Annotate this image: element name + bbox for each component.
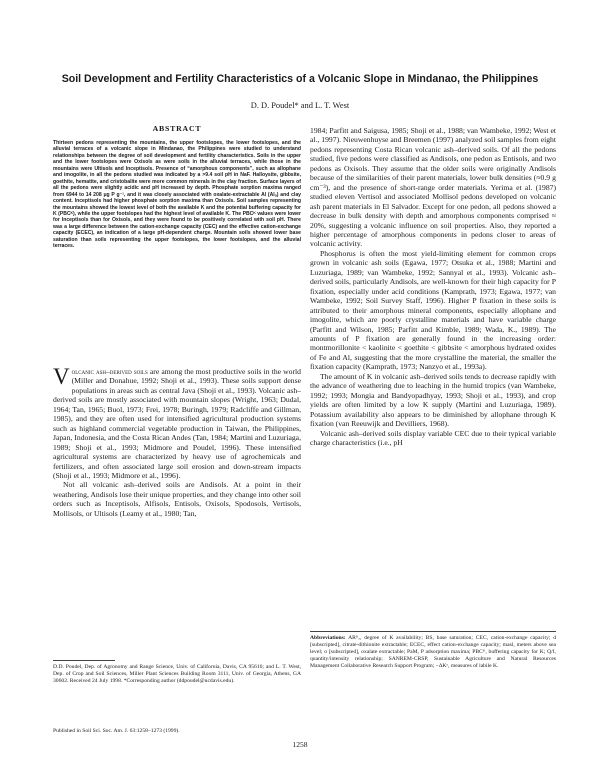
publication-info: Published in Soil Sci. Soc. Am. J. 63:1258–1273 (1999). bbox=[53, 728, 180, 734]
article-authors: D. D. Poudel* and L. T. West bbox=[250, 101, 350, 110]
right-column-body bbox=[310, 126, 556, 447]
intro-lead-smallcaps: olcanic ash–derived soils bbox=[71, 367, 148, 376]
right-paragraph-1: 1984; Parfitt and Saigusa, 1985; Shoji et al., 1988; van Wambeke, 1992; West et al., 1997). Nieuwenhuyse and Breemen (1997) analyzed soil samples from eight pedons representing Costa Rican volcanic ash–derived soils. Of all the pedons studied, five pedons were classified as Andisols, one pedon as Entisols, and two pedons as Oxisols. They assume that the older soils were originally Andisols because of the similarities of their parent materials, lower bulk densities (≈0.9 g cm⁻³), and the presence of short-range order materials. Yerima et al. (1987) studied eleven Vertisol and associated Mollisol pedons developed on volcanic ash parent materials in El Salvador. Except for one pedon, all pedons showed a decrease in bulk density with depth and amorphous components comprised ≈ 20%, suggesting a volcanic influence on soil properties. Also, they reported a higher percentage of amorphous components in pedons closer to areas of volcanic activity. bbox=[310, 126, 556, 249]
intro-paragraph-1 bbox=[53, 364, 301, 480]
left-column-body bbox=[53, 364, 301, 518]
abbreviations-label: Abbreviations: bbox=[310, 635, 346, 641]
drop-cap: V bbox=[53, 364, 70, 389]
abbreviations-divider bbox=[310, 631, 556, 632]
author-footnote: D.D. Poudel, Dep. of Agronomy and Range Science, Univ. of California, Davis, CA 95616; and L. T. West, Dep. of Crop and Soil Sciences, Miller Plant Sciences Building Room 3111, Univ. of Georgia, Athens, GA 30602. Received 24 July 1998. *Corresponding author (ddpoudel@ucdavis.edu). bbox=[53, 664, 301, 685]
abstract-heading: ABSTRACT bbox=[152, 124, 202, 133]
right-paragraph-2: Phosphorus is often the most yield-limiting element for common crops grown in volcanic ash soils (Egawa, 1977; Otsuka et al., 1988; Martini and Luzuriaga, 1989; van Wambeke, 1992; Sannyal et al., 1993). Volcanic ash–derived soils, particularly Andisols, are well-known for their high capacity for P fixation, especially under acid conditions (Kamprath, 1973; Egawa, 1977; van Wambeke, 1992; Soil Survey Staff, 1996). Higher P fixation in these soils is attributed to their amorphous mineral components, especially allophane and imogolite, which are poorly crystalline materials and have variable charge (Parfitt and Wilson, 1985; Parfitt and Kimble, 1989; Wada, K., 1989). The amounts of P fixation are generally found in the increasing order: montmorillonite < kaolinite < goethite < gibbsite < amorphous hydrated oxides of Fe and Al, suggesting that the more crystalline the material, the smaller the fixation capacity (Kamprath, 1973; Nanzyo et al., 1993a). bbox=[310, 248, 556, 372]
abbreviations-note bbox=[310, 635, 556, 670]
abstract-text: Thirteen pedons representing the mountains, the upper footslopes, the lower footslopes, and the alluvial terraces of a volcanic slope in Mindanao, the Philippines were studied to understand relationships between the degree of soil development and fertility characteristics. Soils in the upper and the lower footslopes were Oxisols as were soils in the alluvial terraces, while those in the mountains were Ultisols and Inceptisols. Presence of “amorphous components”, such as allophane and imogolite, in all the pedons studied was indicated by a >9.4 soil pH in NaF. Halloysite, gibbsite, goethite, hematite, and cristobalite were more common minerals in the clay fraction. Surface layers of all the pedons were slightly acidic and pH increased by depth. Phosphate sorption maxima ranged from 6944 to 14 208 μg P g⁻¹, and it was closely associated with oxalate-extractable Al (Alₒ) and clay content. Inceptisols had higher phosphate sorption maxima than Oxisols. Soil samples representing the mountains showed the lowest level of both the available K and the potential buffering capacity for K (PBCᴷ), while the upper footslopes had the highest level of available K. The PBCᴷ values were lower for Inceptisols than for Oxisols, and they were found to be positively correlated with soil pH. There was a large difference between the cation-exchange capacity (CEC) and the effective cation-exchange capacity (ECEC), an indication of a large pH-dependent charge. Mountain soils showed lower base saturation than soils representing the upper footslopes, the lower footslopes, and the alluvial terraces. bbox=[53, 140, 301, 250]
right-paragraph-3: The amount of K in volcanic ash–derived soils tends to decrease rapidly with the advance of weathering due to leaching in the humid tropics (van Wambeke, 1992; 1993; Mongia and Bandyopadhyay, 1993; Shoji et al., 1993), and crop yields are often limited by a low K supply (Martini and Luzuriaga, 1989). Potassium availability also appears to be diminished by allophane through K fixation (van Reeuwijk and Devilliers, 1968). bbox=[310, 371, 556, 429]
footnote-divider bbox=[53, 660, 115, 661]
abbreviations-text: ARᴷₒ, degree of K availability; BS, base saturation; CEC, cation-exchange capacity; d [subscripted], citrate-dithionite extractable; ECEC, effect cation-exchange capacity; masl, meters above sea level; o [subscripted], oxalate extractable; PaM, P adsorption maxima; PBCᴷ, buffering capacity for K; Q/I, quantity/intensity relationship; SANREM-CRSP, Sustainable Agriculture and Natural Resources Management Collaborative Research Support Program; −ΔKᵒ, measures of labile K. bbox=[310, 635, 556, 670]
page-number: 1258 bbox=[292, 740, 308, 749]
intro-paragraph-2: Not all volcanic ash–derived soils are Andisols. At a point in their weathering, Andisols lose their unique properties, and they change into other soil orders such as Inceptisols, Alfisols, Entisols, Oxisols, Spodosols, Vertisols, Mollisols, or Ultisols (Leamy et al., 1980; Tan, bbox=[53, 480, 301, 518]
right-paragraph-4: Volcanic ash–derived soils display variable CEC due to their typical variable charge characteristics (i.e., pH bbox=[310, 428, 556, 447]
intro-paragraph-1-text: are among the most productive soils in the world (Miller and Donahue, 1992; Shoji et al., 1993). These soils support dense populations in areas such as central Java (Shoji et al., 1993). Volcanic ash–derived soils are mostly associated with mountain slopes (Wright, 1963; Dudal, 1964; Tan, 1965; Buol, 1973; Frei, 1978; Buringh, 1979; Radcliffe and Gillman, 1985), and they are often used for intensified agricultural production systems such as highland commercial vegetable production in Taiwan, the Philippines, Japan, Indonesia, and the Costa Rican Andes (Tan, 1984; Martini and Luzuriaga, 1989; Shoji et al., 1993; Midmore and Poudel, 1996). These intensified agricultural systems are characterized by heavy use of agrochemicals and fertilizers, and often associated large soil erosion and down-stream impacts (Shoji et al., 1993; Midmore et al., 1996). bbox=[53, 367, 301, 480]
article-title: Soil Development and Fertility Characteristics of a Volcanic Slope in Mindanao, the Philippines bbox=[61, 73, 539, 85]
